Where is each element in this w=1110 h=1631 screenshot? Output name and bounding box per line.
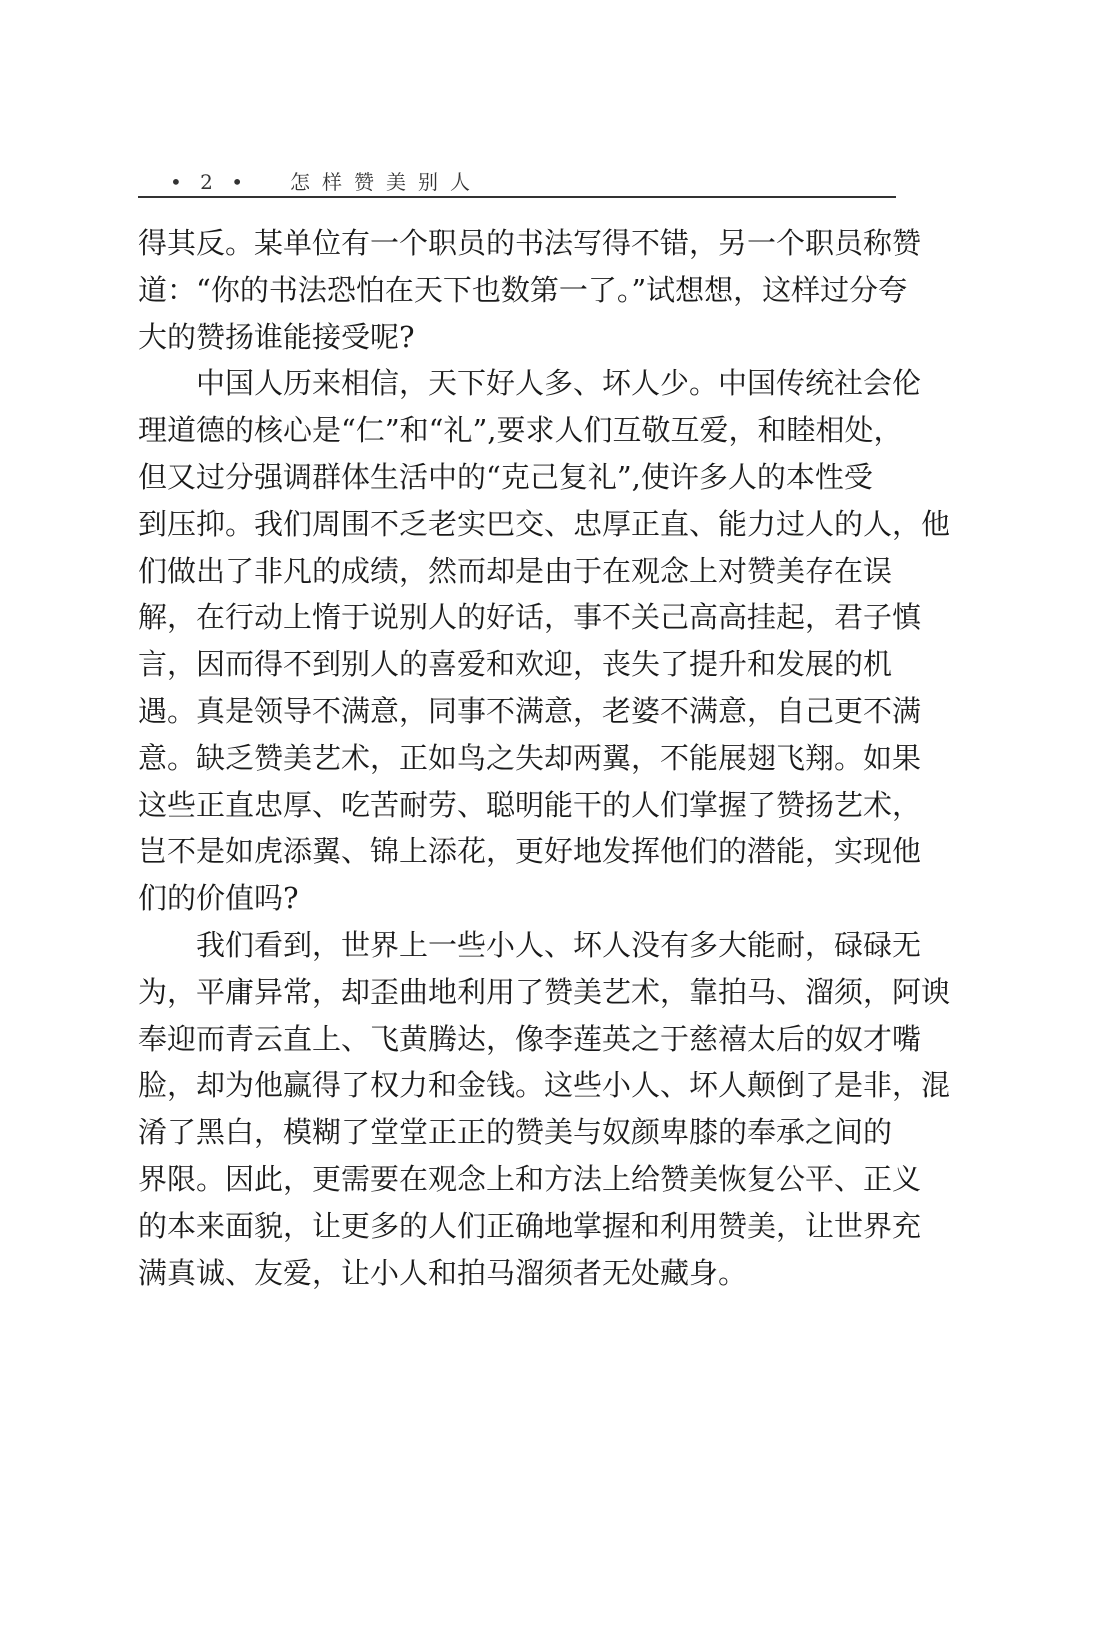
text-line: 岂不是如虎添翼、锦上添花，更好地发挥他们的潜能，实现他 — [138, 834, 922, 869]
paragraph — [138, 922, 951, 1296]
text-line: 为，平庸异常，却歪曲地利用了赞美艺术，靠拍马、溜须，阿谀 — [138, 974, 951, 1009]
text-line: 道：“你的书法恐怕在天下也数第一了。”试想想，这样过分夸 — [138, 272, 908, 307]
text-line: 的本来面貌，让更多的人们正确地掌握和利用赞美，让世界充 — [138, 1208, 922, 1243]
text-line: 们做出了非凡的成绩，然而却是由于在观念上对赞美存在误 — [138, 553, 893, 588]
text-line: 意。缺乏赞美艺术，正如鸟之失却两翼，不能展翅飞翔。如果 — [138, 740, 922, 775]
text-line: 解，在行动上惰于说别人的好话，事不关己高高挂起，君子慎 — [138, 600, 922, 635]
text-line: 们的价值吗? — [138, 881, 299, 916]
text-line: 得其反。某单位有一个职员的书法写得不错，另一个职员称赞 — [138, 226, 922, 260]
text-line: 奉迎而青云直上、飞黄腾达，像李莲英之于慈禧太后的奴才嘴 — [138, 1021, 922, 1056]
text-line: 我们看到，世界上一些小人、坏人没有多大能耐，碌碌无 — [196, 927, 922, 962]
text-line: 淆了黑白，模糊了堂堂正正的赞美与奴颜卑膝的奉承之间的 — [138, 1115, 893, 1150]
text-line: 遇。真是领导不满意，同事不满意，老婆不满意，自己更不满 — [138, 693, 922, 728]
book-title: 怎样赞美别人 — [290, 170, 482, 194]
text-line: 但又过分强调群体生活中的“克己复礼”,使许多人的本性受 — [138, 459, 873, 494]
running-header — [138, 170, 896, 198]
text-line: 满真诚、友爱，让小人和拍马溜须者无处藏身。 — [138, 1255, 748, 1290]
text-line: 这些正直忠厚、吃苦耐劳、聪明能干的人们掌握了赞扬艺术， — [138, 787, 922, 822]
body-text — [138, 220, 951, 1296]
paragraph — [138, 360, 951, 922]
text-line: 到压抑。我们周围不乏老实巴交、忠厚正直、能力过人的人，他 — [138, 506, 951, 541]
text-line: 脸，却为他赢得了权力和金钱。这些小人、坏人颠倒了是非，混 — [138, 1068, 951, 1103]
text-line: 界限。因此，更需要在观念上和方法上给赞美恢复公平、正义 — [138, 1161, 922, 1196]
text-line: 言，因而得不到别人的喜爱和欢迎，丧失了提升和发展的机 — [138, 647, 893, 682]
page-number: • 2 • — [170, 170, 250, 194]
text-line: 理道德的核心是“仁”和“礼”,要求人们互敬互爱，和睦相处， — [138, 413, 903, 448]
paragraph — [138, 220, 922, 360]
text-line: 大的赞扬谁能接受呢? — [138, 319, 415, 354]
text-line: 中国人历来相信，天下好人多、坏人少。中国传统社会伦 — [196, 366, 922, 401]
